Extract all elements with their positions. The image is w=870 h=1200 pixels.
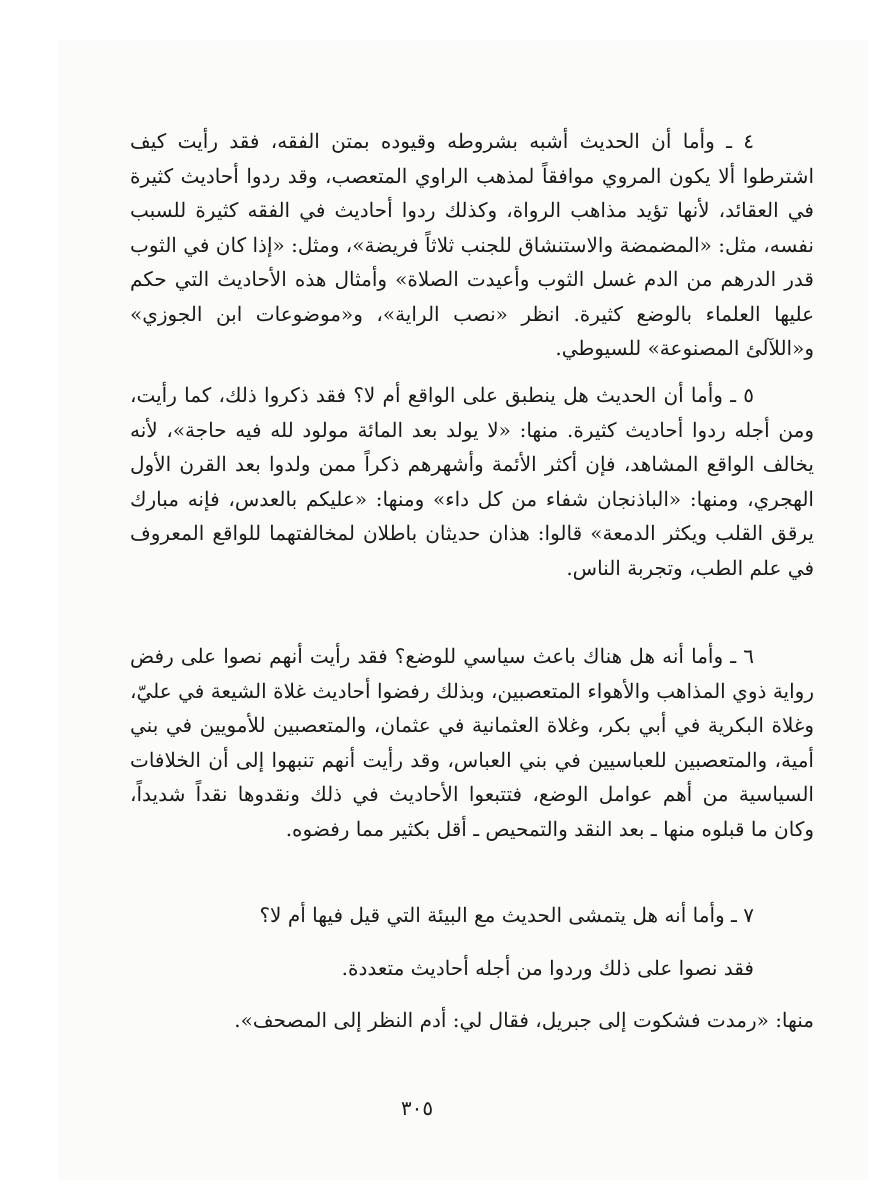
paragraph-6-text: ٦ ـ وأما أنه هل هناك باعث سياسي للوضع؟ فقد رأيت أنهم نصوا على رفض رواية ذوي المذاهب والأهواء المتعصبين، وبذلك رفضوا أحاديث غلاة الشيعة في عليّ، وغلاة البكرية في أبي بكر، وغلاة العثمانية في عثمان، والمتعصبين للأمويين في بني أمية، والمتعصبين للعباسيين في بني العباس، وقد رأيت أنهم تنبهوا إلى أن الخلافات السياسية من أهم عوامل الوضع، فتتبعوا الأحاديث في ذلك ونقدوها نقداً شديداً، وكان ما قبلوه منها ـ بعد النقد والتمحيص ـ أقل بكثير مما رفضوه.	[130, 644, 814, 841]
paragraph-6	[130, 639, 814, 846]
page-number: ٣٠٥	[400, 1096, 434, 1120]
paragraph-7-continuation	[130, 951, 814, 986]
paragraph-4	[130, 124, 814, 366]
paragraph-7b-text: فقد نصوا على ذلك وردوا من أجله أحاديث متعددة.	[341, 956, 754, 980]
paragraph-4-text: ٤ ـ وأما أن الحديث أشبه بشروطه وقيوده بمتن الفقه، فقد رأيت كيف اشترطوا ألا يكون المروي موافقاً لمذهب الراوي المتعصب، وقد ردوا أحاديث كثيرة في العقائد، لأنها تؤيد مذاهب الرواة، وكذلك ردوا أحاديث في الفقه كثيرة للسبب نفسه، مثل: «المضمضة والاستنشاق للجنب ثلاثاً فريضة»، ومثل: «إذا كان في الثوب قدر الدرهم من الدم غسل الثوب وأعيدت الصلاة» وأمثال هذه الأحاديث التي حكم عليها العلماء بالوضع كثيرة. انظر «نصب الراية»، و«موضوعات ابن الجوزي» و«اللآلئ المصنوعة» للسيوطي.	[130, 129, 814, 360]
example-paragraph	[130, 1003, 814, 1038]
paragraph-7-text: ٧ ـ وأما أنه هل يتمشى الحديث مع البيئة التي قيل فيها أم لا؟	[259, 903, 754, 927]
paragraph-7	[130, 898, 814, 933]
paragraph-5	[130, 378, 814, 585]
example-text: منها: «رمدت فشكوت إلى جبريل، فقال لي: أدم النظر إلى المصحف».	[234, 1008, 814, 1032]
paragraph-5-text: ٥ ـ وأما أن الحديث هل ينطبق على الواقع أم لا؟ فقد ذكروا ذلك، كما رأيت، ومن أجله ردوا أحاديث كثيرة. منها: «لا يولد بعد المائة مولود لله فيه حاجة»، لأنه يخالف الواقع المشاهد، فإن أكثر الأئمة وأشهرهم ذكراً ممن ولدوا بعد القرن الأول الهجري، ومنها: «الباذنجان شفاء من كل داء» ومنها: «عليكم بالعدس، فإنه مبارك يرقق القلب ويكثر الدمعة» قالوا: هذان حديثان باطلان لمخالفتهما للواقع المعروف في علم الطب، وتجربة الناس.	[130, 383, 814, 580]
